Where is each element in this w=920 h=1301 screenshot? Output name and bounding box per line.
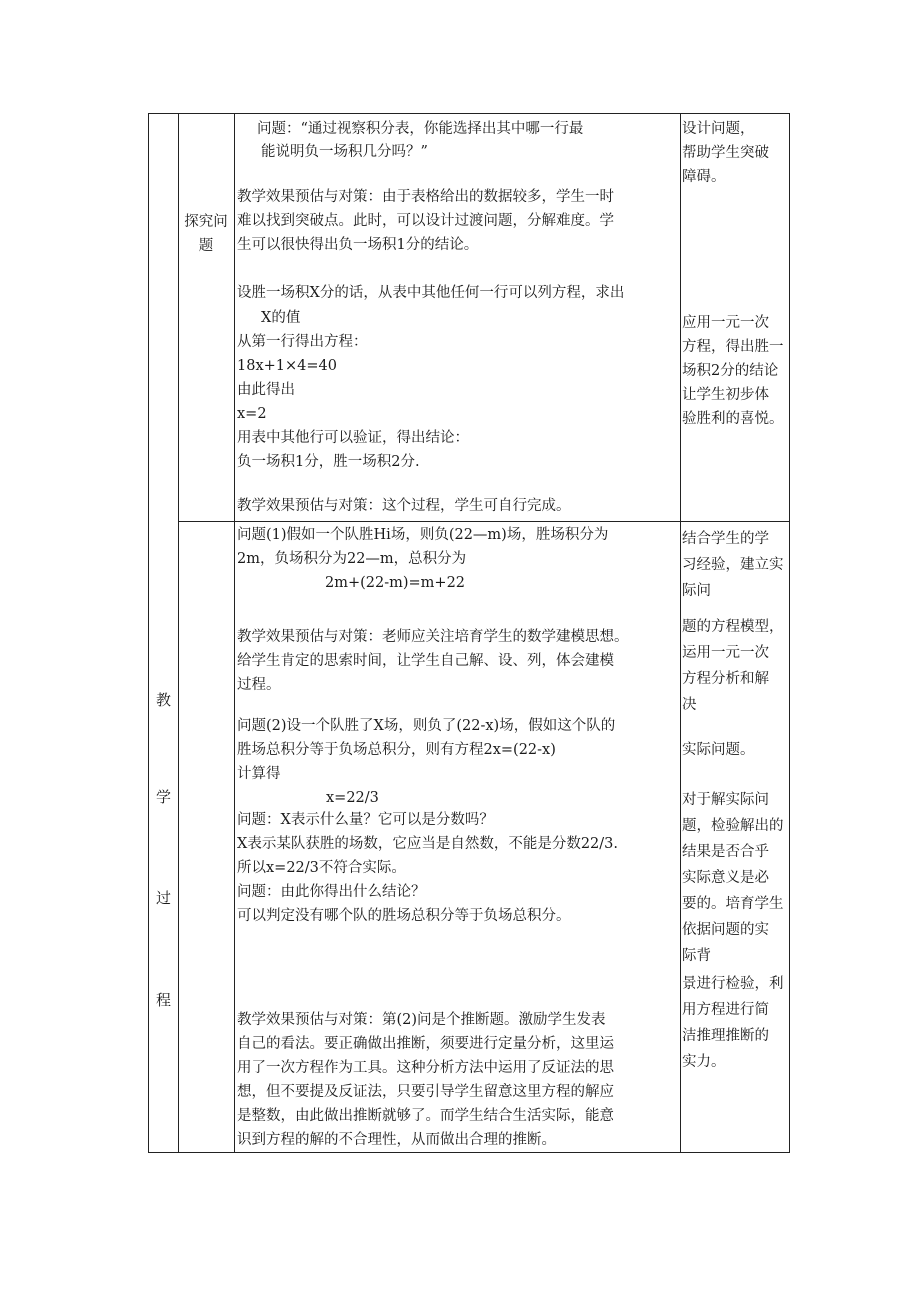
row2-side-line: 实际意义是必 — [682, 870, 769, 886]
row2-line: 所以x=22/3不符合实际。 — [237, 860, 406, 876]
outer-label-char: 教 — [155, 691, 171, 709]
row2-line: 教学效果预估与对策：老师应关注培育学生的数学建模思想。 — [237, 629, 629, 645]
row2-side-line: 方程分析和解 — [682, 671, 769, 687]
row2-side-line: 题的方程模型， — [682, 619, 784, 635]
row2-line: 问题：X表示什么量？它可以是分数吗？ — [237, 812, 494, 828]
row1-line: 由此得出 — [237, 382, 295, 398]
row2-side-line: 际问 — [682, 583, 711, 599]
row1-line: 用表中其他行可以验证，得出结论： — [237, 430, 469, 446]
row2-side-line: 用方程进行简 — [682, 1002, 769, 1018]
row2-side-line: 结合学生的学 — [682, 531, 769, 547]
row1-line: 问题：“通过视察积分表，你能选择出其中哪一行最 — [257, 121, 584, 137]
row2-side-line: 要的。培育学生 — [682, 896, 784, 912]
row1-line: 生可以很快得出负一场积1分的结论。 — [237, 237, 479, 253]
row2-line: 2m，负场积分为22—m，总积分为 — [237, 551, 467, 567]
row1-side-line: 设计问题， — [682, 121, 755, 137]
row2-line: 问题(2)设一个队胜了X场，则负了(22-x)场，假如这个队的 — [237, 718, 616, 734]
outer-label-char: 过 — [155, 889, 171, 907]
row1-side-line: 帮助学生突破 — [682, 145, 769, 161]
row1-side-line: 方程，得出胜一 — [682, 339, 784, 355]
row2-line: 可以判定没有哪个队的胜场总积分等于负场总积分。 — [237, 908, 571, 924]
row-label — [178, 210, 234, 258]
row1-line: 18x+1×4=40 — [237, 358, 337, 374]
row2-side-line: 习经验，建立实 — [682, 557, 784, 573]
row2-side-line: 实力。 — [682, 1054, 726, 1070]
row1-line: 从第一行得出方程： — [237, 334, 368, 350]
row2-side-line: 实际问题。 — [682, 742, 755, 758]
row1-side-line: 让学生初步体 — [682, 387, 769, 403]
row-label-line: 题 — [198, 238, 214, 254]
row2-side-line: 洁推理推断的 — [682, 1028, 769, 1044]
outer-label-char: 程 — [155, 991, 171, 1009]
outer-label-char: 学 — [155, 788, 171, 806]
row2-line: 给学生肯定的思索时间，让学生自己解、设、列，体会建模 — [237, 653, 614, 669]
row2-side-line: 结果是否合乎 — [682, 844, 769, 860]
row1-side-line: 验胜利的喜悦。 — [682, 411, 784, 427]
row-label-line: 探究问 — [184, 214, 228, 230]
row2-side-line: 际背 — [682, 948, 711, 964]
row2-side-line: 题，检验解出的 — [682, 818, 784, 834]
row2-side-line: 依据问题的实 — [682, 922, 769, 938]
row1-side-line: 障碍。 — [682, 169, 726, 185]
row2-side-line: 运用一元一次 — [682, 645, 769, 661]
row1-line: 教学效果预估与对策：由于表格给出的数据较多，学生一时 — [237, 189, 614, 205]
row2-line: 用了一次方程作为工具。这种分析方法中运用了反证法的思 — [237, 1060, 614, 1076]
row2-line: 2m+(22-m)=m+22 — [325, 575, 466, 591]
row2-line: 问题(1)假如一个队胜Hi场，则负(22—m)场，胜场积分为 — [237, 527, 609, 543]
row1-line: 难以找到突破点。此时，可以设计过渡问题，分解难度。学 — [237, 213, 614, 229]
row1-line: 教学效果预估与对策：这个过程，学生可自行完成。 — [237, 498, 571, 514]
row2-line: x=22/3 — [326, 790, 379, 806]
row2-side-line: 景进行检验，利 — [682, 976, 784, 992]
row1-line: 能说明负一场积几分吗？” — [261, 144, 428, 160]
column-divider — [178, 114, 179, 1152]
row1-line: 负一场积1分，胜一场积2分. — [237, 454, 420, 470]
row2-line: 教学效果预估与对策：第(2)问是个推断题。激励学生发表 — [237, 1012, 606, 1028]
lesson-plan-table — [148, 113, 790, 1153]
row2-line: X表示某队获胜的场数，它应当是自然数，不能是分数22/3. — [237, 836, 618, 852]
row-divider — [178, 521, 789, 522]
column-divider — [234, 114, 235, 1152]
row2-line: 识到方程的解的不合理性，从而做出合理的推断。 — [237, 1132, 556, 1148]
row1-line: 设胜一场积X分的话，从表中其他任何一行可以列方程，求出 — [237, 285, 625, 301]
row2-line: 是整数，由此做出推断就够了。而学生结合生活实际，能意 — [237, 1108, 614, 1124]
row2-line: 自己的看法。要正确做出推断，须要进行定量分析，这里运 — [237, 1036, 614, 1052]
row2-line: 问题：由此你得出什么结论？ — [237, 884, 426, 900]
row2-side-line: 决 — [682, 697, 697, 713]
row2-side-line: 对于解实际问 — [682, 792, 769, 808]
row1-side-line: 应用一元一次 — [682, 315, 769, 331]
row2-line: 过程。 — [237, 677, 281, 693]
row2-line: 想，但不要提及反证法，只要引导学生留意这里方程的解应 — [237, 1084, 614, 1100]
row1-line: x=2 — [237, 406, 267, 422]
row2-line: 计算得 — [237, 766, 281, 782]
row2-line: 胜场总积分等于负场总积分，则有方程2x=(22-x) — [237, 742, 556, 758]
row1-side-line: 场积2分的结论 — [682, 363, 779, 379]
column-divider — [680, 114, 681, 1152]
row1-line: X的值 — [261, 310, 301, 326]
